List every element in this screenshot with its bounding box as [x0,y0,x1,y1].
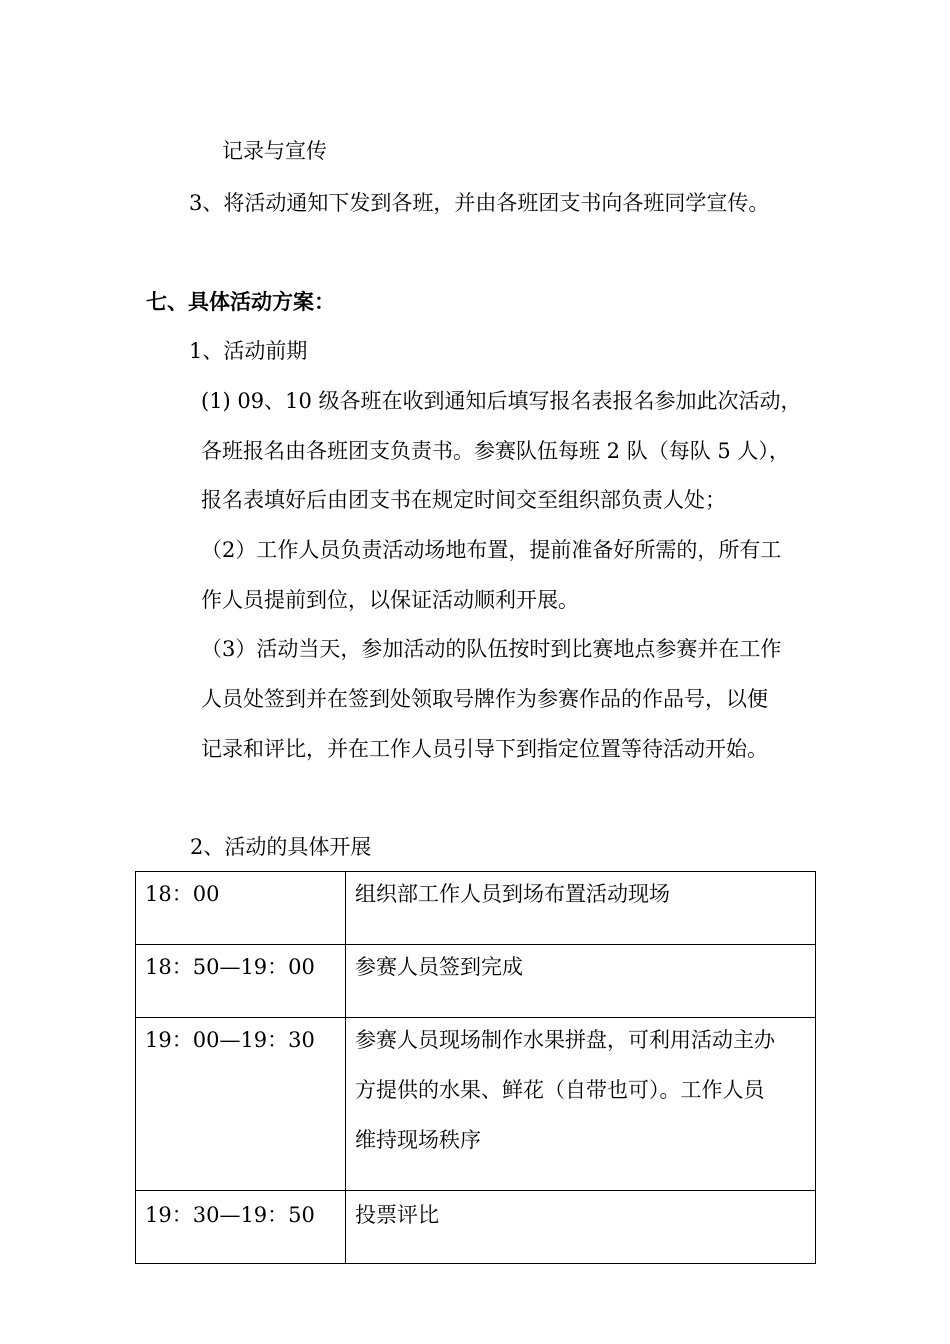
phase1-p1-line1: (1) 09、10 级各班在收到通知后填写报名表报名参加此次活动， [201,389,802,413]
phase1-p3-line1: （3）活动当天，参加活动的队伍按时到比赛地点参赛并在工作 [201,637,782,661]
table-row [136,1191,816,1264]
phase2-title: 2、活动的具体开展 [190,835,372,859]
phase1-title: 1、活动前期 [189,339,308,363]
schedule-activity: 参赛人员签到完成 [355,955,523,979]
schedule-time: 19：30—19：50 [145,1203,315,1227]
schedule-time-cell [136,1018,346,1191]
table-row [136,1018,816,1191]
schedule-activity-line: 参赛人员现场制作水果拼盘，可利用活动主办 [355,1028,775,1052]
schedule-activity-cell [346,872,816,945]
schedule-time-cell [136,945,346,1018]
phase1-p2-line2: 作人员提前到位，以保证活动顺利开展。 [201,588,579,612]
schedule-activity [355,1015,805,1165]
table-row [136,945,816,1018]
schedule-time: 19：00—19：30 [145,1028,315,1052]
schedule-time-cell [136,1191,346,1264]
phase1-p1-line2: 各班报名由各班团支负责书。参赛队伍每班 2 队（每队 5 人）， [201,439,790,463]
item-3: 3、将活动通知下发到各班，并由各班团支书向各班同学宣传。 [189,191,770,215]
top-line: 记录与宣传 [222,139,327,163]
schedule-activity-cell [346,1018,816,1191]
schedule-activity-line: 方提供的水果、鲜花（自带也可）。工作人员 [355,1078,765,1102]
schedule-time-cell [136,872,346,945]
schedule-table [135,871,816,1264]
phase1-p1-line3: 报名表填好后由团支书在规定时间交至组织部负责人处； [201,488,726,512]
phase1-p2-line1: （2）工作人员负责活动场地布置，提前准备好所需的，所有工 [201,538,782,562]
schedule-activity: 投票评比 [355,1203,439,1227]
table-row [136,872,816,945]
schedule-time: 18：50—19：00 [145,955,315,979]
schedule-time: 18：00 [145,882,220,906]
schedule-activity-line: 维持现场秩序 [355,1128,481,1152]
schedule-activity: 组织部工作人员到场布置活动现场 [355,882,670,906]
schedule-activity-cell [346,1191,816,1264]
schedule-activity-cell [346,945,816,1018]
phase1-p3-line2: 人员处签到并在签到处领取号牌作为参赛作品的作品号，以便 [201,687,768,711]
section-title: 七、具体活动方案： [146,289,335,314]
phase1-p3-line3: 记录和评比，并在工作人员引导下到指定位置等待活动开始。 [201,737,768,761]
